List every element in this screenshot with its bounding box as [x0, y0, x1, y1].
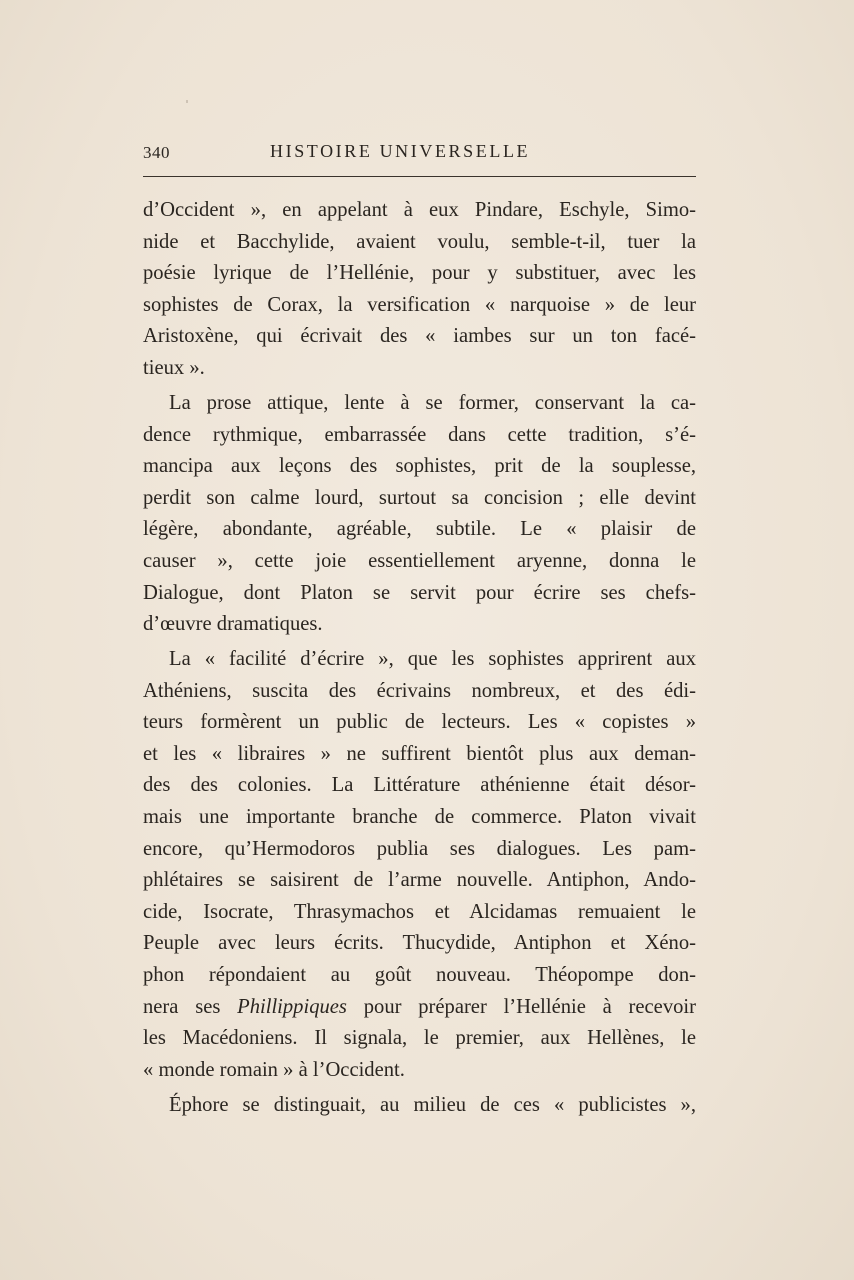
paper-speck [186, 100, 188, 103]
text-line: La prose attique, lente à se former, conservant la ca- [169, 391, 696, 414]
running-title: HISTOIRE UNIVERSELLE [270, 141, 531, 161]
header-rule [143, 176, 696, 177]
text-line: Éphore se distinguait, au milieu de ces « publicistes », [169, 1093, 696, 1116]
text-line: d’Occident », en appelant à eux Pindare, Eschyle, Simo- [143, 199, 696, 221]
text-line: perdit son calme lourd, surtout sa concision ; elle devint [143, 486, 696, 509]
paragraph-2 [143, 388, 696, 641]
text-line: nide et Bacchylide, avaient voulu, semble-t-il, tuer la [143, 230, 696, 253]
text-line: Aristoxène, qui écrivait des « iambes sur un ton facé- [143, 325, 696, 348]
text-line: sophistes de Corax, la versification « narquoise » de leur [143, 293, 696, 316]
text-line: « monde romain » à l’Occident. [143, 1058, 405, 1081]
text-line: Peuple avec leurs écrits. Thucydide, Antiphon et Xéno- [143, 932, 696, 955]
text-line: Athéniens, suscita des écrivains nombreux, et des édi- [143, 679, 696, 702]
text-line: les Macédoniens. Il signala, le premier, aux Hellènes, le [143, 1027, 696, 1050]
text-line: La « facilité d’écrire », que les sophistes apprirent aux [169, 648, 696, 671]
text-line: d’œuvre dramatiques. [143, 613, 323, 636]
paragraph-3 [143, 644, 696, 1086]
page-number: 340 [143, 143, 170, 162]
page-header [143, 138, 696, 168]
text-line-with-italic [143, 992, 696, 1024]
text-line: phon répondaient au goût nouveau. Théopompe don- [143, 964, 696, 987]
text-line: poésie lyrique de l’Hellénie, pour y substituer, avec les [143, 262, 696, 285]
text-line: des des colonies. La Littérature athénienne était désor- [143, 774, 696, 797]
paragraph-4 [143, 1090, 696, 1122]
text-line: Dialogue, dont Platon se servit pour écrire ses chefs- [143, 581, 696, 604]
text-line: cide, Isocrate, Thrasymachos et Alcidamas remuaient le [143, 900, 696, 923]
text-line: légère, abondante, agréable, subtile. Le « plaisir de [143, 518, 696, 541]
text-line: dence rythmique, embarrassée dans cette tradition, s’é- [143, 423, 696, 446]
text-fragment: pour préparer l’Hellénie à recevoir [363, 995, 696, 1018]
text-line: tieux ». [143, 356, 205, 379]
italic-title: Phillippiques [237, 995, 347, 1018]
text-line: et les « libraires » ne suffirent bientôt plus aux deman- [143, 742, 696, 765]
text-line: mancipa aux leçons des sophistes, prit de la souplesse, [143, 455, 696, 478]
text-line: mais une importante branche de commerce. Platon vivait [143, 806, 696, 829]
text-line: encore, qu’Hermodoros publia ses dialogues. Les pam- [143, 837, 696, 860]
text-line: causer », cette joie essentiellement aryenne, donna le [143, 549, 696, 572]
text-fragment: nera ses [143, 995, 221, 1018]
body-text [143, 195, 696, 1121]
paragraph-1 [143, 195, 696, 385]
text-line: phlétaires se saisirent de l’arme nouvelle. Antiphon, Ando- [143, 869, 696, 892]
text-line: teurs formèrent un public de lecteurs. Les « copistes » [143, 711, 696, 734]
